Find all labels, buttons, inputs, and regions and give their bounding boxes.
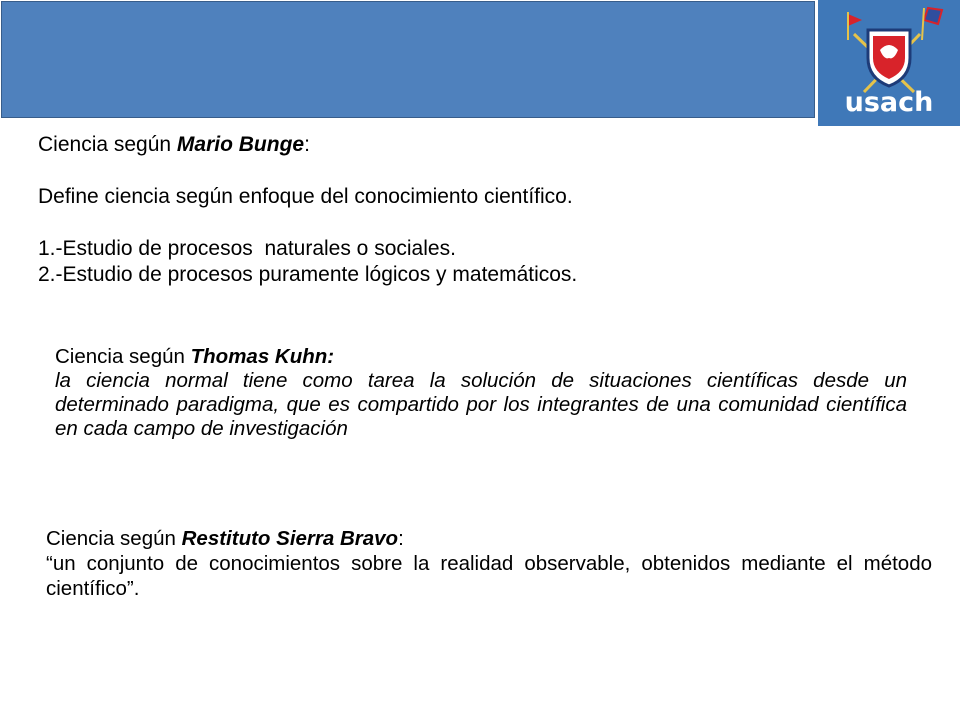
bunge-heading xyxy=(38,132,778,158)
bunge-definition: Define ciencia según enfoque del conocimiento científico. xyxy=(38,185,573,208)
sierra-section xyxy=(46,526,932,601)
sierra-quote: “un conjunto de conocimientos sobre la realidad observable, obtenidos mediante el método científico”. xyxy=(46,552,932,600)
sierra-heading xyxy=(46,526,932,551)
sierra-heading-suffix: : xyxy=(398,527,404,550)
bunge-item-1: 1.-Estudio de procesos naturales o sociales. xyxy=(38,237,456,260)
bunge-heading-suffix: : xyxy=(304,133,310,156)
sierra-heading-prefix: Ciencia según xyxy=(46,527,182,550)
sierra-name: Restituto Sierra Bravo xyxy=(181,527,399,550)
kuhn-quote: la ciencia normal tiene como tarea la solución de situaciones científicas desde un determinado paradigma, que es compartido por los integrantes de una comunidad científica en cada campo de investigación xyxy=(55,369,907,440)
bunge-section xyxy=(38,132,778,288)
kuhn-heading xyxy=(55,345,907,369)
bunge-heading-prefix: Ciencia según xyxy=(38,133,177,156)
kuhn-heading-prefix: Ciencia según xyxy=(55,345,191,368)
kuhn-section xyxy=(55,345,907,441)
logo-text: usach xyxy=(844,87,934,118)
bunge-item-2: 2.-Estudio de procesos puramente lógicos y matemáticos. xyxy=(38,263,578,286)
bunge-name: Mario Bunge xyxy=(176,133,305,156)
kuhn-name: Thomas Kuhn: xyxy=(190,345,335,368)
header-bar xyxy=(1,1,815,118)
usach-logo xyxy=(818,0,960,126)
